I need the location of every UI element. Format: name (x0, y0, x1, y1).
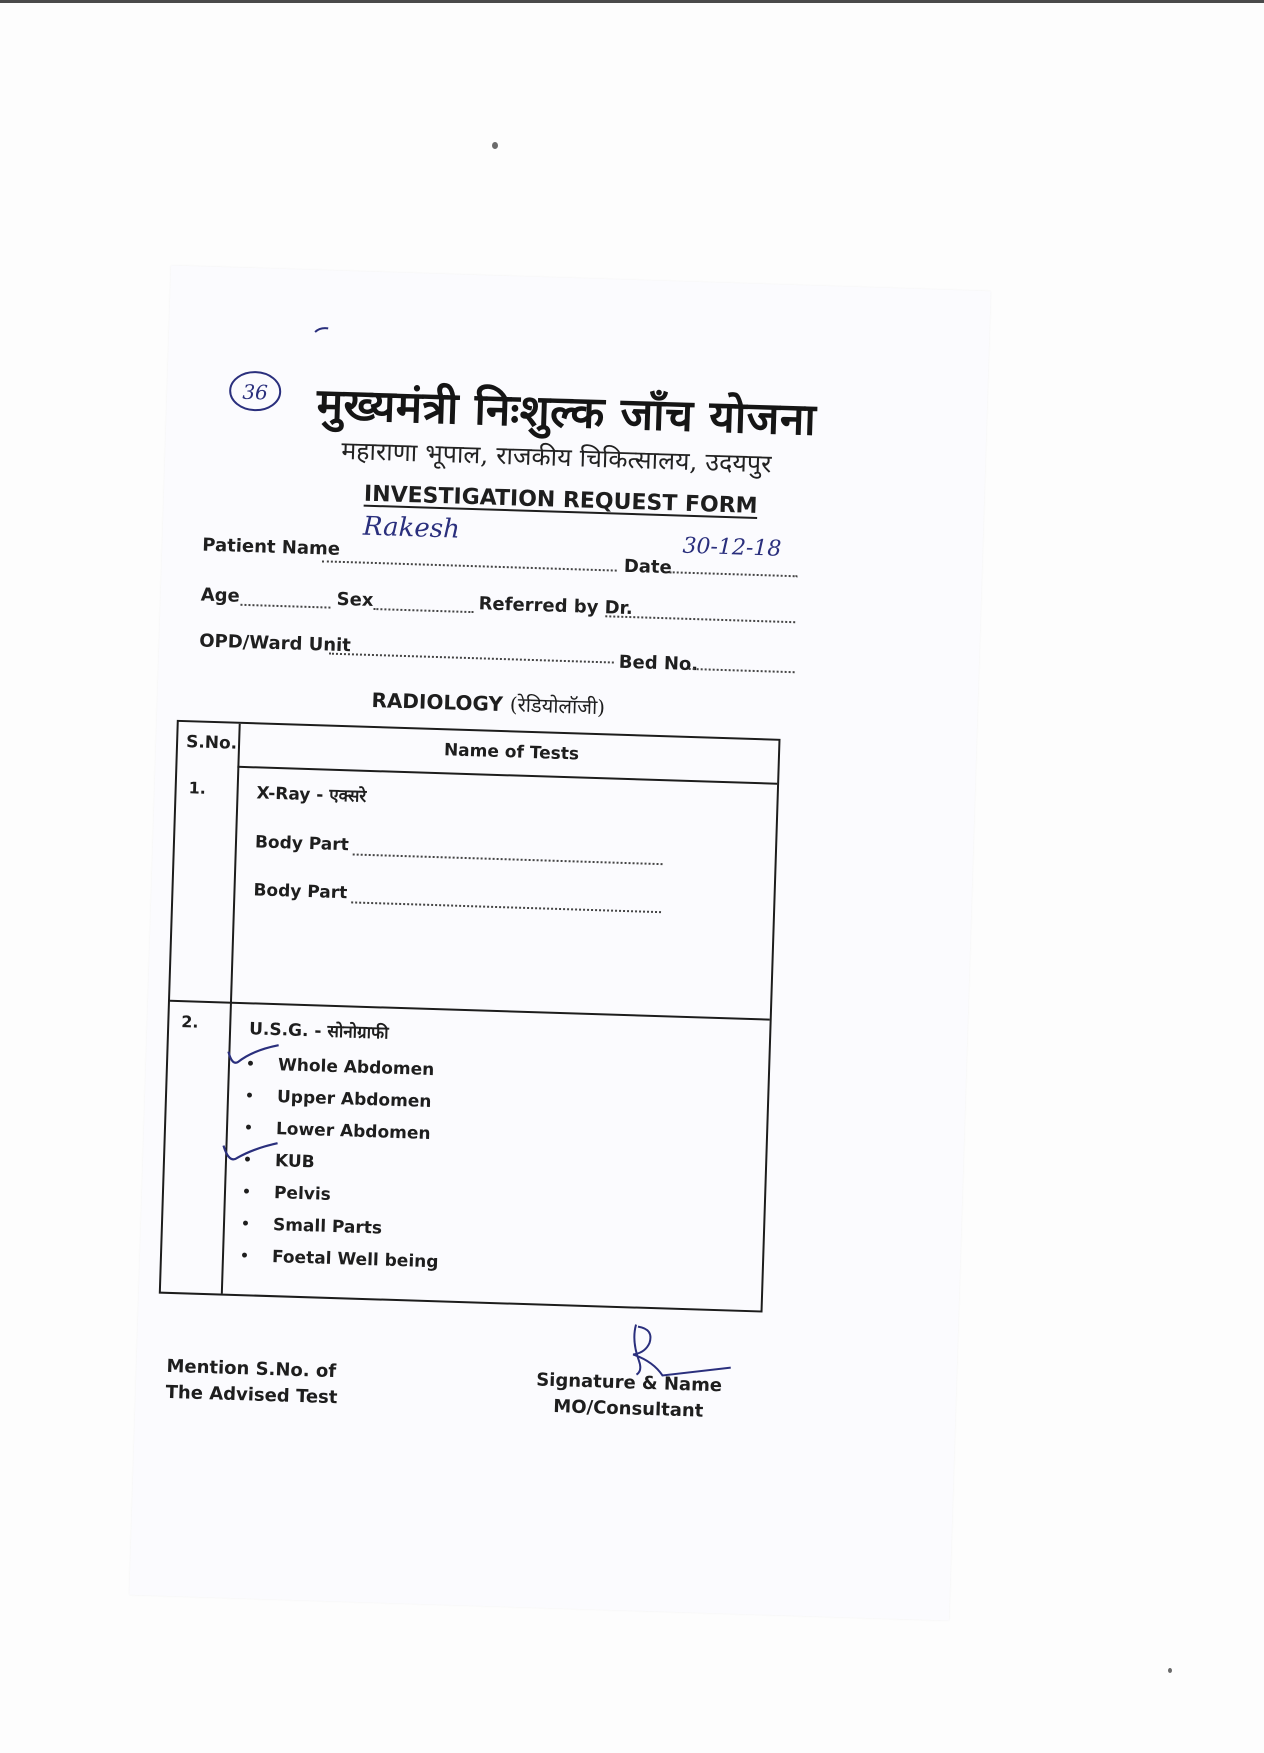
usg-option-label: Whole Abdomen (277, 1055, 435, 1081)
serial-number-circle (226, 367, 283, 415)
signature-block (535, 1367, 722, 1425)
body-part-label-1: Body Part (254, 832, 350, 856)
bullet-icon: • (239, 1248, 250, 1265)
sex-label: Sex (336, 588, 374, 611)
check-mark-icon (219, 1135, 284, 1169)
usg-test-label: U.S.G. - सोनोग्राफी (248, 1019, 389, 1044)
form-sheet (129, 265, 990, 1620)
check-mark-icon (222, 1039, 287, 1073)
bed-no-label: Bed No. (618, 651, 699, 676)
date-label: Date (623, 555, 673, 579)
usg-option-label: Pelvis (273, 1183, 332, 1205)
scan-top-edge (0, 0, 1264, 3)
age-field[interactable] (240, 604, 330, 609)
column-header-tests: Name of Tests (443, 740, 580, 765)
column-header-sno: S.No. (185, 732, 238, 754)
section-title: RADIOLOGY (371, 687, 504, 717)
sex-field[interactable] (373, 608, 473, 613)
patient-name-label: Patient Name (201, 534, 341, 560)
scheme-title: मुख्यमंत्री निःशुल्क जाँच योजना (315, 379, 818, 446)
bullet-icon: • (244, 1088, 255, 1105)
note-line-2: The Advised Test (165, 1381, 338, 1409)
age-label: Age (200, 584, 241, 607)
body-part-field-2[interactable] (351, 901, 661, 913)
signature-line-2: MO/Consultant (553, 1396, 704, 1422)
usg-option-label: Lower Abdomen (275, 1119, 431, 1145)
body-part-label-2: Body Part (253, 880, 348, 904)
usg-option-label: Foetal Well being (271, 1247, 439, 1273)
pen-mark (314, 326, 330, 334)
advised-test-note (165, 1354, 338, 1411)
patient-name-value: Rakesh (362, 511, 461, 545)
tests-table (159, 720, 781, 1313)
signature-line-1: Signature & Name (535, 1369, 723, 1397)
referred-by-label: Referred by Dr. (478, 593, 634, 620)
date-value: 30-12-18 (682, 533, 782, 562)
row-2-sno: 2. (181, 1012, 199, 1032)
bullet-icon: • (240, 1216, 251, 1233)
form-title: INVESTIGATION REQUEST FORM (363, 481, 758, 519)
bullet-icon: • (243, 1120, 254, 1137)
usg-option-foetal-well-being[interactable] (232, 1240, 439, 1278)
bullet-icon: • (245, 1056, 256, 1073)
usg-option-label: Small Parts (272, 1215, 383, 1239)
bed-no-field[interactable] (689, 668, 795, 673)
usg-option-label: KUB (274, 1151, 315, 1173)
usg-option-label: Upper Abdomen (276, 1087, 432, 1113)
dust-speck (492, 142, 498, 149)
bullet-icon: • (241, 1184, 252, 1201)
section-title-hindi: (रेडियोलॉजी) (509, 692, 606, 720)
patient-name-field[interactable] (322, 560, 617, 571)
note-line-1: Mention S.No. of (166, 1355, 337, 1383)
opd-ward-label: OPD/Ward Unit (198, 630, 352, 657)
dust-speck (1168, 1668, 1172, 1673)
usg-options-list (232, 1048, 445, 1278)
date-field[interactable] (670, 571, 798, 577)
referred-by-field[interactable] (605, 615, 795, 623)
opd-ward-field[interactable] (329, 653, 614, 664)
xray-test-label: X-Ray - एक्सरे (256, 783, 367, 807)
hospital-name: महाराणा भूपाल, राजकीय चिकित्सालय, उदयपुर (340, 435, 772, 479)
bullet-icon: • (242, 1152, 253, 1169)
serial-number: 36 (242, 379, 269, 405)
section-heading (371, 686, 605, 720)
row-1-sno: 1. (188, 778, 207, 798)
body-part-field-1[interactable] (353, 853, 663, 865)
